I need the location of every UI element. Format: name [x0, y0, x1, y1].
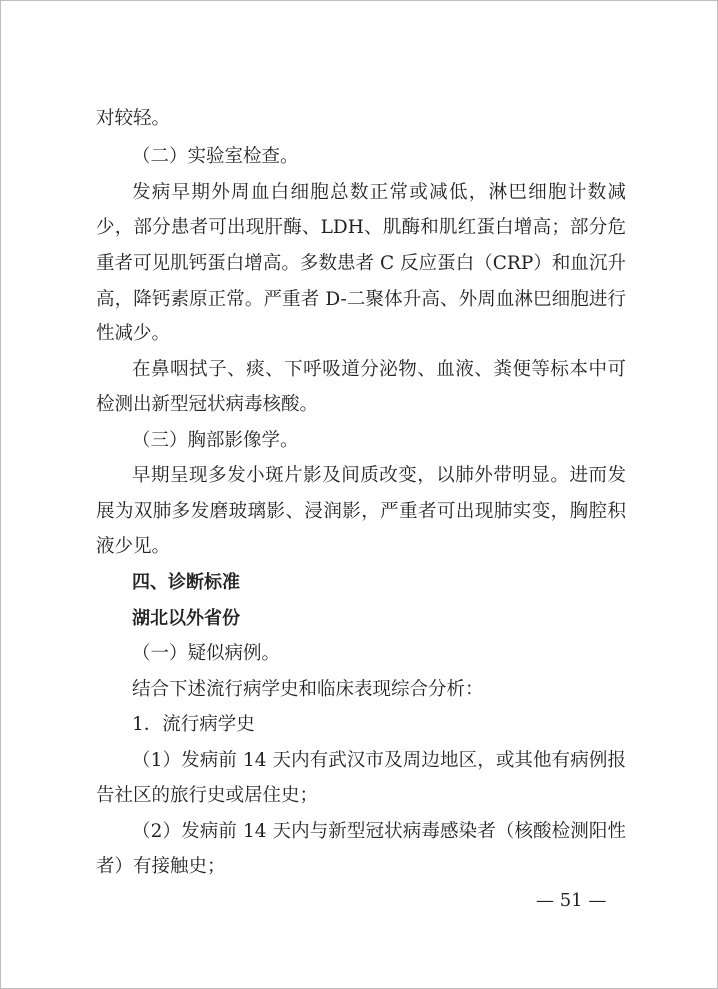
text-line-22: 者）有接触史；	[96, 856, 226, 877]
text-line-5: 重者可见肌钙蛋白增高。多数患者 C 反应蛋白（CRP）和血沉升	[96, 253, 626, 274]
text-line-21: （2）发病前 14 天内与新型冠状病毒感染者（核酸检测阳性	[132, 821, 626, 842]
section-heading-suspected-cases: （一）疑似病例。	[132, 643, 281, 664]
subheading-outside-hubei: 湖北以外省份	[132, 608, 240, 629]
section-heading-lab-tests: （二）实验室检查。	[132, 146, 299, 167]
text-line-9: 检测出新型冠状病毒核酸。	[96, 394, 319, 415]
text-line-20: 告社区的旅行史或居住史；	[96, 785, 319, 806]
list-heading-epidemiology: 1．流行病学史	[132, 714, 255, 735]
text-line-19: （1）发病前 14 天内有武汉市及周边地区，或其他有病例报	[132, 750, 626, 771]
page-number: — 51 —	[536, 890, 607, 911]
text-line-8: 在鼻咽拭子、痰、下呼吸道分泌物、血液、粪便等标本中可	[132, 359, 626, 380]
text-line-12: 展为双肺多发磨玻璃影、浸润影，严重者可出现肺实变，胸腔积	[96, 501, 626, 522]
text-line-4: 少，部分患者可出现肝酶、LDH、肌酶和肌红蛋白增高；部分危	[96, 217, 626, 238]
text-line-6: 高，降钙素原正常。严重者 D-二聚体升高、外周血淋巴细胞进行	[96, 289, 626, 310]
text-line-7: 性减少。	[96, 323, 171, 344]
section-heading-chest-imaging: （三）胸部影像学。	[132, 430, 299, 451]
text-line-11: 早期呈现多发小斑片影及间质改变，以肺外带明显。进而发	[132, 465, 626, 486]
text-line-13: 液少见。	[96, 536, 171, 557]
text-line-1: 对较轻。	[96, 108, 171, 129]
text-line-3: 发病早期外周血白细胞总数正常或减低，淋巴细胞计数减	[132, 182, 626, 203]
section-heading-diagnostic-criteria: 四、诊断标准	[132, 572, 240, 593]
text-line-17: 结合下述流行病学史和临床表现综合分析：	[132, 679, 484, 700]
